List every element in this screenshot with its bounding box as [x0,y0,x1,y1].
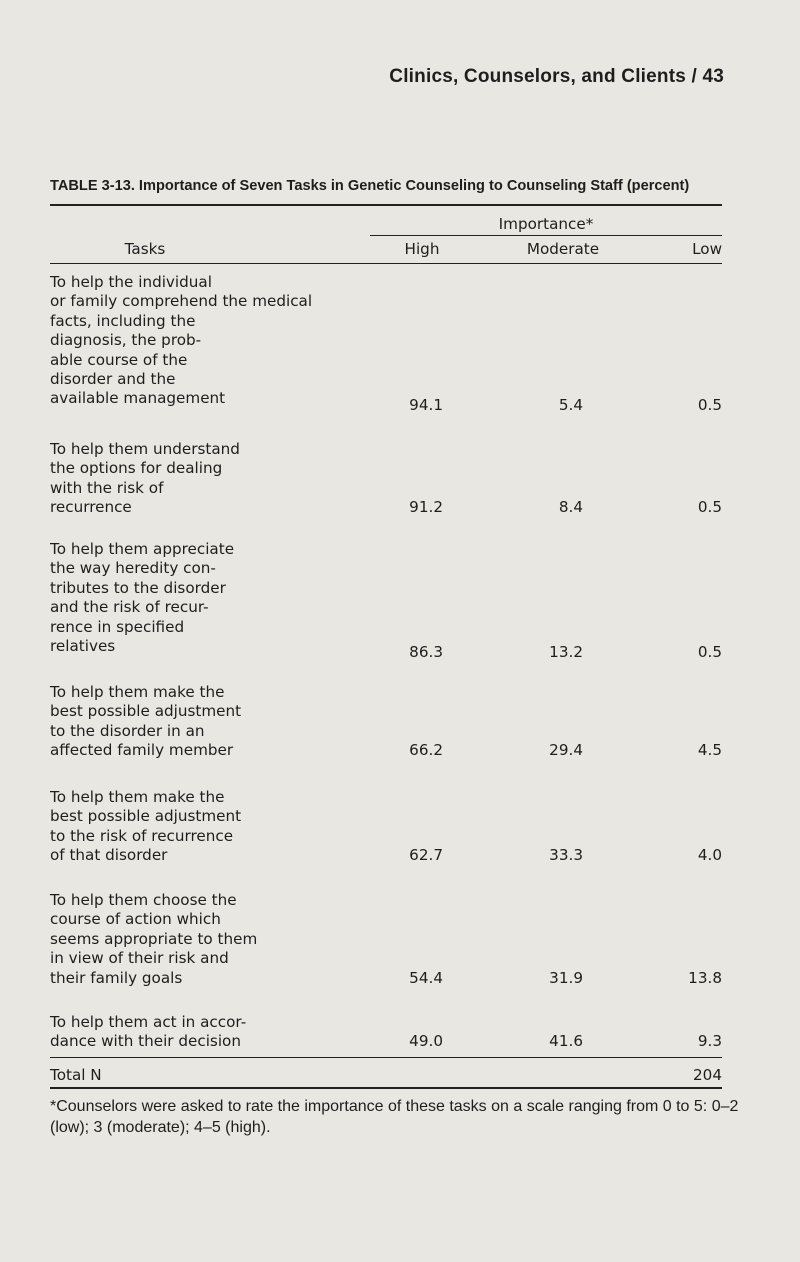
task-description [50,788,350,866]
cell-high: 91.2 [409,498,443,516]
cell-high: 66.2 [409,741,443,759]
task-description [50,540,350,656]
task-line: To help them act in accor- [50,1013,247,1031]
task-line: of that disorder [50,846,168,865]
task-line: To help them choose the [50,891,237,909]
task-line: dance with their decision [50,1032,241,1051]
cell-low: 4.0 [697,846,722,864]
running-head: Clinics, Counselors, and Clients / 43 [389,66,724,87]
table-top-rule [50,204,722,206]
group-header-importance: Importance* [498,215,594,233]
task-line: tributes to the disorder [50,578,226,597]
cell-low: 0.5 [697,643,722,661]
cell-high: 94.1 [409,396,443,414]
task-line: diagnosis, the prob- [50,331,202,350]
cell-high: 86.3 [409,643,443,661]
table-bottom-rule [50,1087,722,1089]
task-description [50,273,350,409]
cell-high: 49.0 [409,1032,443,1050]
task-line: To help the individual [50,273,212,291]
task-line: to the risk of recurrence [50,826,234,845]
task-description [50,1013,350,1052]
task-line: affected family member [50,741,234,760]
task-description [50,683,350,761]
task-line: to the disorder in an [50,721,205,740]
task-line: rence in specified [50,617,185,636]
column-header-tasks: Tasks [124,240,166,258]
cell-moderate: 13.2 [549,643,583,661]
column-header-high: High [404,240,440,258]
task-line: or family comprehend the medical [50,292,313,311]
task-line: To help them make the [50,683,225,701]
cell-moderate: 33.3 [549,846,583,864]
task-line: and the risk of recur- [50,598,209,617]
table-caption: TABLE 3-13. Importance of Seven Tasks in Genetic Counseling to Counseling Staff (percent) [50,178,690,194]
task-line: best possible adjustment [50,807,242,826]
cell-high: 62.7 [409,846,443,864]
task-line: available management [50,389,226,408]
task-line: their family goals [50,968,183,987]
total-value: 204 [693,1066,722,1084]
task-line: course of action which [50,910,221,929]
cell-high: 54.4 [409,969,443,987]
column-header-low: Low [692,240,722,258]
cell-low: 9.3 [697,1032,722,1050]
task-line: the options for dealing [50,459,223,478]
cell-moderate: 5.4 [558,396,583,414]
task-line: To help them appreciate [50,540,235,558]
task-description [50,891,350,988]
group-header-underline [370,235,722,236]
task-line: in view of their risk and [50,949,229,968]
task-line: able course of the [50,350,188,369]
cell-low: 0.5 [697,396,722,414]
task-description [50,440,350,518]
table-body-bottom-rule [50,1057,722,1058]
cell-low: 13.8 [688,969,722,987]
task-line: To help them make the [50,788,225,806]
cell-low: 0.5 [697,498,722,516]
task-line: seems appropriate to them [50,929,258,948]
cell-moderate: 31.9 [549,969,583,987]
task-line: facts, including the [50,311,196,330]
task-line: relatives [50,637,116,656]
total-label: Total N [50,1066,102,1084]
column-header-moderate: Moderate [526,240,600,258]
task-line: To help them understand [50,440,240,458]
task-line: the way heredity con- [50,559,216,578]
header-bottom-rule [50,263,722,264]
cell-moderate: 8.4 [558,498,583,516]
cell-low: 4.5 [697,741,722,759]
task-line: recurrence [50,498,132,517]
task-line: disorder and the [50,370,176,389]
cell-moderate: 41.6 [549,1032,583,1050]
cell-moderate: 29.4 [549,741,583,759]
task-line: best possible adjustment [50,702,242,721]
table-footnote: *Counselors were asked to rate the importance of these tasks on a scale ranging from 0 to 5: 0–2 (low); 3 (moderate); 4–5 (high). [50,1098,739,1136]
task-line: with the risk of [50,478,164,497]
